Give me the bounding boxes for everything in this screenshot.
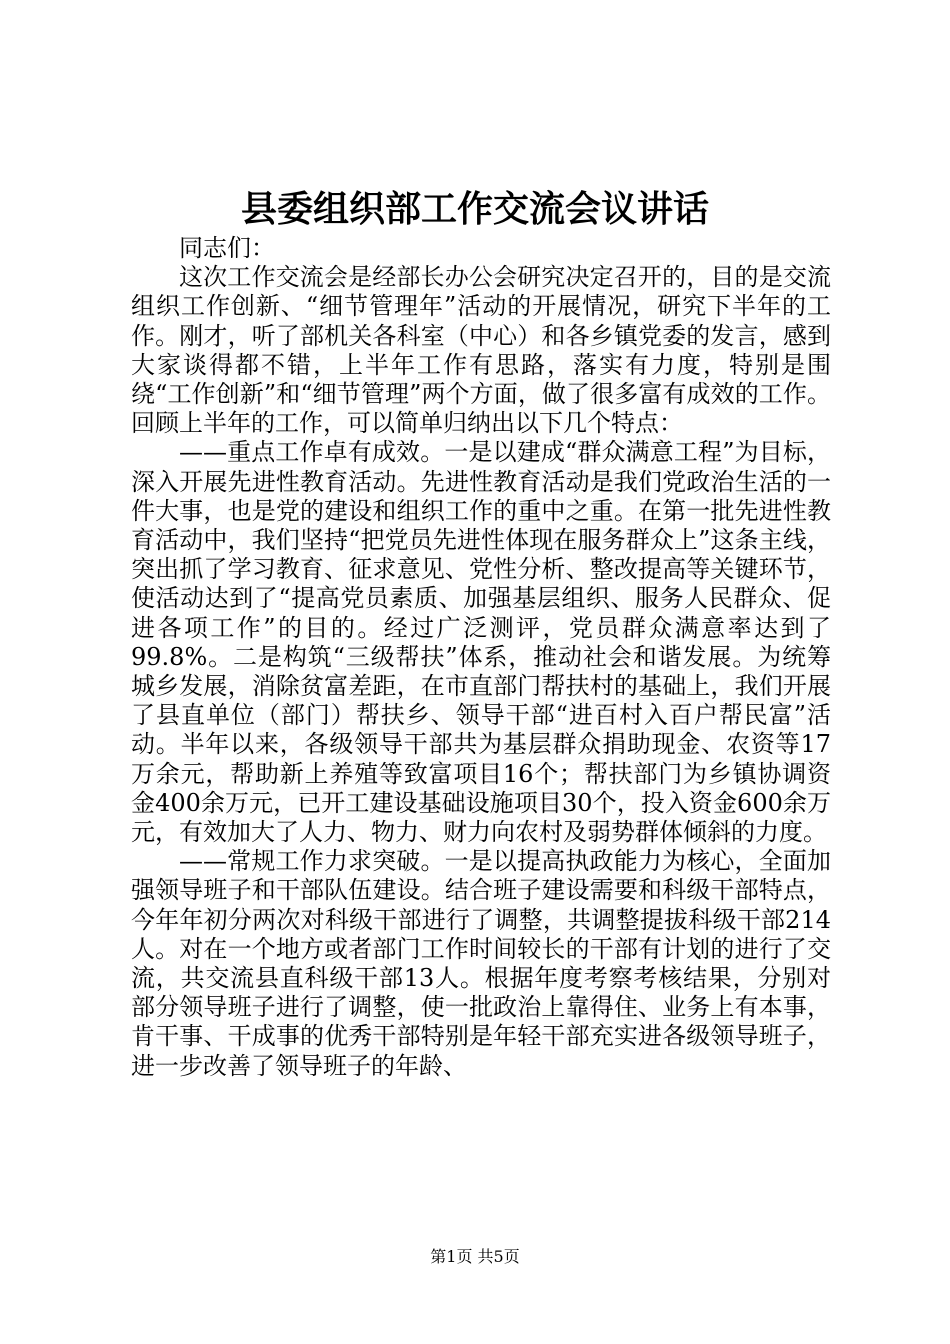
page-footer: 第1页 共5页 xyxy=(430,1247,520,1266)
routine-work-paragraph: ——常规工作力求突破。一是以提高执政能力为核心，全面加强领导班子和干部队伍建设。结合班子建设需要和科级干部特点，今年年初分两次对科级干部进行了调整，共调整提拔科级干部214人。对在一个地方或者部门工作时间较长的干部有计划的进行了交流，共交流县直科级干部13人。根据年度考察考核结果，分别对部分领导班子进行了调整，使一批政治上靠得住、业务上有本事，肯干事、干成事的优秀干部特别是年轻干部充实进各级领导班子，进一步改善了领导班子的年龄、 xyxy=(131,847,831,1080)
salutation-paragraph: 同志们： xyxy=(179,234,275,262)
key-work-paragraph: ——重点工作卓有成效。一是以建成“群众满意工程”为目标，深入开展先进性教育活动。先进性教育活动是我们党政治生活的一件大事，也是党的建设和组织工作的重中之重。在第一批先进性教育活动中，我们坚持“把党员先进性体现在服务群众上”这条主线，突出抓了学习教育、征求意见、党性分析、整改提高等关键环节，使活动达到了“提高党员素质、加强基层组织、服务人民群众、促进各项工作”的目的。经过广泛测评，党员群众满意率达到了99.8%。二是构筑“三级帮扶”体系，推动社会和谐发展。为统筹城乡发展，消除贫富差距，在市直部门帮扶村的基础上，我们开展了县直单位（部门）帮扶乡、领导干部“进百村入百户帮民富”活动。半年以来，各级领导干部共为基层群众捐助现金、农资等17万余元，帮助新上养殖等致富项目16个；帮扶部门为乡镇协调资金400余万元，已开工建设基础设施项目30个，投入资金600余万元，有效加大了人力、物力、财力向农村及弱势群体倾斜的力度。 xyxy=(131,438,831,847)
document-title: 县委组织部工作交流会议讲话 xyxy=(240,188,709,230)
document-body xyxy=(131,234,831,1081)
intro-paragraph: 这次工作交流会是经部长办公会研究决定召开的，目的是交流组织工作创新、“细节管理年”活动的开展情况，研究下半年的工作。刚才，听了部机关各科室（中心）和各乡镇党委的发言，感到大家谈得都不错，上半年工作有思路，落实有力度，特别是围绕“工作创新”和“细节管理”两个方面，做了很多富有成效的工作。回顾上半年的工作，可以简单归纳出以下几个特点： xyxy=(131,263,831,438)
